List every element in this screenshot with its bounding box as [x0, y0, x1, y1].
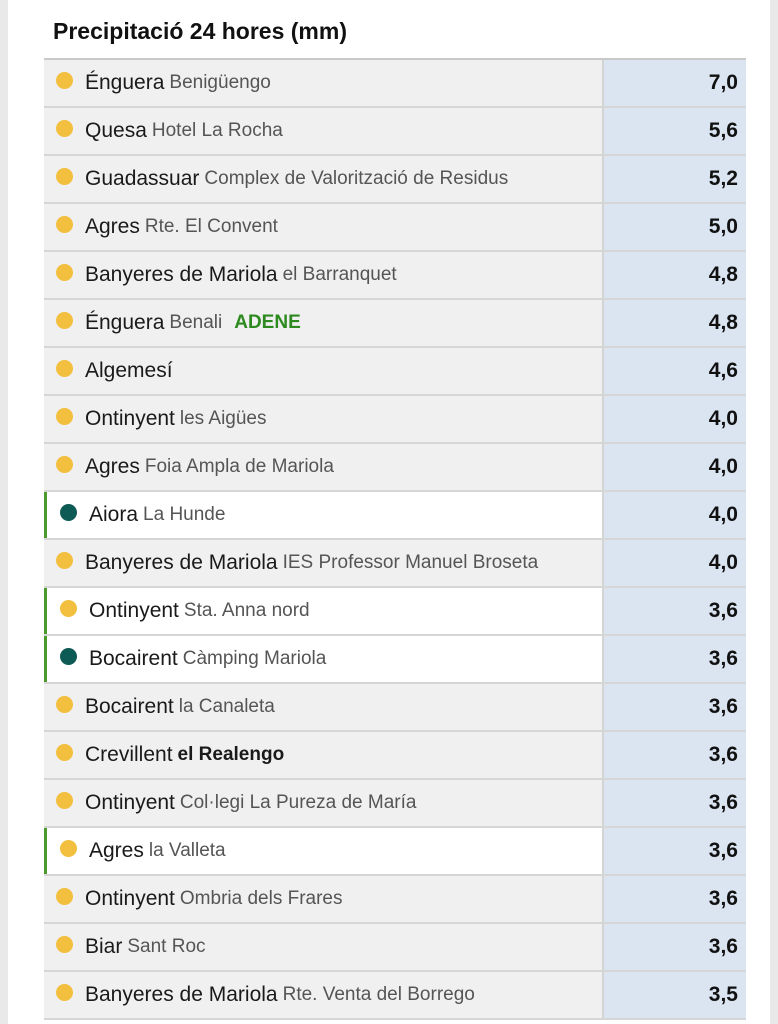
town-name: Énguera — [85, 71, 165, 94]
table-row[interactable] — [44, 588, 746, 636]
table-row[interactable] — [44, 204, 746, 252]
precipitation-value: 3,6 — [604, 636, 746, 682]
town-name: Banyeres de Mariola — [85, 551, 278, 574]
station-cell — [44, 60, 604, 106]
town-name: Ontinyent — [89, 599, 179, 622]
table-row[interactable] — [44, 684, 746, 732]
station-name: IES Professor Manuel Broseta — [282, 552, 539, 573]
town-name: Algemesí — [85, 359, 173, 382]
station-name: Complex de Valorització de Residus — [204, 168, 509, 189]
station-name: el Realengo — [177, 744, 285, 765]
status-dot-icon — [56, 984, 73, 1001]
station-cell — [44, 444, 604, 490]
town-name: Ontinyent — [85, 791, 175, 814]
table-row[interactable] — [44, 300, 746, 348]
table-row[interactable] — [44, 396, 746, 444]
town-name: Quesa — [85, 119, 147, 142]
town-name: Ontinyent — [85, 407, 175, 430]
station-cell — [44, 252, 604, 298]
status-dot-icon — [56, 216, 73, 233]
precipitation-value: 4,0 — [604, 444, 746, 490]
table-row[interactable] — [44, 636, 746, 684]
station-cell — [44, 780, 604, 826]
station-cell — [44, 828, 604, 874]
station-name: Benali — [169, 312, 223, 333]
table-row[interactable] — [44, 780, 746, 828]
precipitation-value: 4,0 — [604, 396, 746, 442]
station-name: Sant Roc — [127, 936, 206, 957]
precipitation-value: 3,6 — [604, 828, 746, 874]
table-row[interactable] — [44, 444, 746, 492]
station-name: Ombria dels Frares — [179, 888, 343, 909]
status-dot-icon — [56, 72, 73, 89]
town-name: Guadassuar — [85, 167, 200, 190]
town-name: Agres — [89, 839, 144, 862]
station-cell — [44, 108, 604, 154]
table-row[interactable] — [44, 156, 746, 204]
station-cell — [44, 972, 604, 1018]
station-name: la Valleta — [148, 840, 226, 861]
station-name: Rte. Venta del Borrego — [282, 984, 475, 1005]
town-name: Agres — [85, 215, 140, 238]
precipitation-value: 7,0 — [604, 60, 746, 106]
table-row[interactable] — [44, 252, 746, 300]
town-name: Banyeres de Mariola — [85, 263, 278, 286]
precipitation-value: 3,6 — [604, 876, 746, 922]
station-name: Benigüengo — [169, 72, 271, 93]
status-dot-icon — [56, 264, 73, 281]
table-row[interactable] — [44, 540, 746, 588]
table-row[interactable] — [44, 492, 746, 540]
station-name: Rte. El Convent — [144, 216, 278, 237]
station-name: la Canaleta — [178, 696, 275, 717]
town-name: Énguera — [85, 311, 165, 334]
precipitation-value: 4,8 — [604, 252, 746, 298]
town-name: Bocairent — [89, 647, 178, 670]
status-dot-icon — [56, 696, 73, 713]
table-row[interactable] — [44, 924, 746, 972]
table-row[interactable] — [44, 348, 746, 396]
station-cell — [44, 492, 604, 538]
station-name: Càmping Mariola — [182, 648, 327, 669]
status-dot-icon — [56, 312, 73, 329]
precipitation-value: 5,6 — [604, 108, 746, 154]
precipitation-value: 5,0 — [604, 204, 746, 250]
station-cell — [44, 684, 604, 730]
status-dot-icon — [60, 648, 77, 665]
station-cell — [44, 588, 604, 634]
page-title: Precipitació 24 hores (mm) — [53, 18, 347, 44]
status-dot-icon — [56, 888, 73, 905]
table-row[interactable] — [44, 60, 746, 108]
table-row[interactable] — [44, 828, 746, 876]
town-name: Biar — [85, 935, 123, 958]
status-dot-icon — [60, 840, 77, 857]
precipitation-value: 3,6 — [604, 924, 746, 970]
status-dot-icon — [56, 552, 73, 569]
precipitation-value: 3,6 — [604, 684, 746, 730]
table-row[interactable] — [44, 972, 746, 1020]
town-name: Agres — [85, 455, 140, 478]
status-dot-icon — [60, 504, 77, 521]
town-name: Bocairent — [85, 695, 174, 718]
precipitation-value: 3,5 — [604, 972, 746, 1018]
status-dot-icon — [56, 120, 73, 137]
station-name: Foia Ampla de Mariola — [144, 456, 334, 477]
precipitation-value: 5,2 — [604, 156, 746, 202]
precipitation-value: 4,0 — [604, 492, 746, 538]
station-name: La Hunde — [143, 504, 226, 525]
precipitation-value: 3,6 — [604, 732, 746, 778]
precipitation-value: 3,6 — [604, 780, 746, 826]
right-margin — [770, 0, 778, 1024]
table-row[interactable] — [44, 876, 746, 924]
precipitation-value: 3,6 — [604, 588, 746, 634]
station-name: Sta. Anna nord — [183, 600, 310, 621]
precipitation-value: 4,0 — [604, 540, 746, 586]
station-cell — [44, 540, 604, 586]
town-name: Crevillent — [85, 743, 173, 766]
status-dot-icon — [56, 456, 73, 473]
station-cell — [44, 876, 604, 922]
status-dot-icon — [56, 360, 73, 377]
table-row[interactable] — [44, 108, 746, 156]
station-name: el Barranquet — [282, 264, 397, 285]
town-name: Ontinyent — [85, 887, 175, 910]
station-name: Col·legi La Pureza de María — [179, 792, 417, 813]
precipitation-value: 4,6 — [604, 348, 746, 394]
network-tag: ADENE — [234, 312, 301, 333]
station-cell — [44, 396, 604, 442]
left-margin — [0, 0, 8, 1024]
station-cell — [44, 300, 604, 346]
station-name: les Aigües — [179, 408, 267, 429]
precipitation-table — [44, 58, 746, 1020]
station-cell — [44, 348, 604, 394]
station-cell — [44, 636, 604, 682]
town-name: Banyeres de Mariola — [85, 983, 278, 1006]
table-row[interactable] — [44, 732, 746, 780]
status-dot-icon — [56, 792, 73, 809]
status-dot-icon — [56, 168, 73, 185]
precipitation-value: 4,8 — [604, 300, 746, 346]
station-name: Hotel La Rocha — [151, 120, 283, 141]
status-dot-icon — [56, 936, 73, 953]
station-cell — [44, 156, 604, 202]
station-cell — [44, 204, 604, 250]
status-dot-icon — [56, 408, 73, 425]
station-cell — [44, 732, 604, 778]
town-name: Aiora — [89, 503, 139, 526]
status-dot-icon — [56, 744, 73, 761]
station-cell — [44, 924, 604, 970]
status-dot-icon — [60, 600, 77, 617]
